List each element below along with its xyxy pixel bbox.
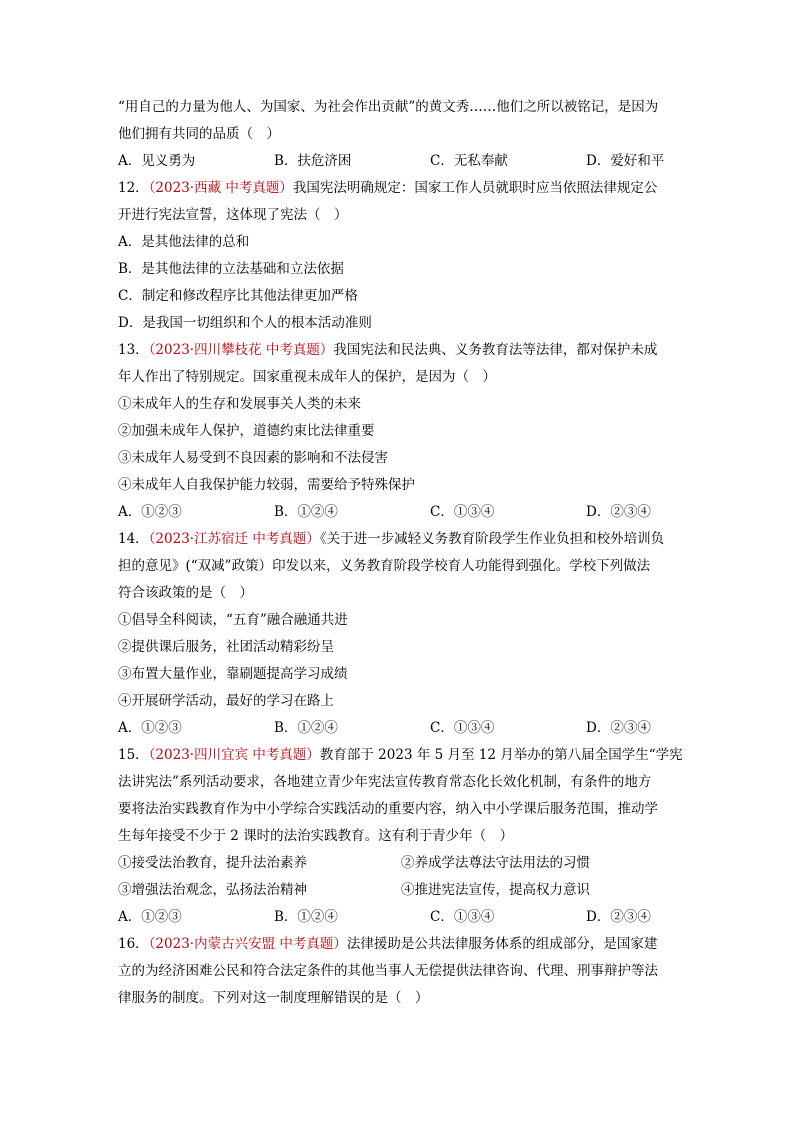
option-c: C．①③④ [430, 504, 495, 520]
q15-options [118, 904, 684, 931]
question-source: （2023·四川攀枝花 中考真题） [148, 342, 334, 358]
question-text: 我国宪法明确规定：国家工作人员就职时应当依照法律规定公 [292, 180, 658, 196]
option-b: B．①②④ [274, 909, 338, 925]
statement-item: ②提供课后服务，社团活动精彩纷呈 [118, 639, 334, 655]
q16-stem-line: 立的为经济困难公民和符合法定条件的其他当事人无偿提供法律咨询、代理、刑事辩护等法 [118, 963, 658, 979]
option-d: D．②③④ [586, 504, 651, 520]
question-text: 教育部于 2023 年 5 月至 12 月举办的第八届全国学生“学宪 [319, 747, 683, 763]
q11-options [118, 148, 684, 175]
q15-stem-line: 要将法治实践教育作为中小学综合实践活动的重要内容，纳入中小学课后服务范围，推动学 [118, 801, 658, 817]
question-number: 12． [118, 180, 149, 196]
question-number: 14． [118, 531, 149, 547]
statement-item: ②加强未成年人保护，道德约束比法律重要 [118, 423, 375, 439]
q15-stem-line: 生每年接受不少于 2 课时的法治实践教育。这有利于青少年（ ） [118, 828, 514, 844]
option-a: A．①②③ [118, 909, 182, 925]
q14-options [118, 715, 684, 742]
q15-stem-line [118, 742, 684, 769]
option-a: A．见义勇为 [118, 153, 196, 169]
option-c: C．无私奉献 [430, 153, 508, 169]
question-source: （2023·江苏宿迁 中考真题） [148, 531, 320, 547]
option-c: C．①③④ [430, 909, 495, 925]
q16-stem-line: 律服务的制度。下列对这一制度理解错误的是（ ） [118, 990, 429, 1006]
question-number: 13． [118, 342, 149, 358]
option-d: D．②③④ [586, 909, 651, 925]
question-number: 15． [118, 747, 149, 763]
question-source: （2023·四川宜宾 中考真题） [148, 747, 320, 763]
statement-item: ④推进宪法宣传，提高权力意识 [401, 882, 590, 898]
option-c: C．制定和修改程序比其他法律更加严格 [118, 288, 358, 304]
option-d: D．②③④ [586, 720, 651, 736]
question-text: 我国宪法和民法典、义务教育法等法律，都对保护未成 [333, 342, 658, 358]
q16-stem-line [118, 931, 684, 958]
option-b: B．是其他法律的立法基础和立法依据 [118, 261, 344, 277]
option-a: A．①②③ [118, 720, 182, 736]
question-source: （2023·西藏 中考真题） [148, 180, 293, 196]
q15-statements-row [118, 877, 684, 904]
q12-stem-line [118, 175, 684, 202]
statement-item: ④开展研学活动，最好的学习在路上 [118, 693, 334, 709]
option-d: D．是我国一切组织和个人的根本活动准则 [118, 315, 372, 331]
statement-item: ④未成年人自我保护能力较弱，需要给予特殊保护 [118, 477, 415, 493]
option-a: A．是其他法律的总和 [118, 234, 250, 250]
q11-stem-line: “用自己的力量为他人、为国家、为社会作出贡献”的黄文秀……他们之所以被铭记，是因为 [118, 99, 659, 115]
q15-stem-line: 法讲宪法”系列活动要求，各地建立青少年宪法宣传教育常态化长效化机制，有条件的地方 [118, 774, 652, 790]
q14-stem-line [118, 526, 684, 553]
statement-item: ①倡导全科阅读，“五育”融合融通共进 [118, 612, 348, 628]
exam-page [118, 94, 684, 1012]
statement-item: ③布置大量作业，靠刷题提高学习成绩 [118, 666, 348, 682]
option-c: C．①③④ [430, 720, 495, 736]
q11-stem-line: 他们拥有共同的品质（ ） [118, 126, 280, 142]
q13-options [118, 499, 684, 526]
question-number: 16． [118, 936, 149, 952]
question-text: 法律援助是公共法律服务体系的组成部分，是国家建 [346, 936, 658, 952]
option-b: B．扶危济困 [274, 153, 352, 169]
q14-stem-line: 担的意见》(“双减”政策）印发以来，义务教育阶段学校育人功能得到强化。学校下列做法 [118, 558, 651, 574]
question-source: （2023·内蒙古兴安盟 中考真题） [148, 936, 347, 952]
statement-item: ①未成年人的生存和发展事关人类的未来 [118, 396, 361, 412]
statement-item: ②养成学法尊法守法用法的习惯 [401, 855, 590, 871]
q13-stem-line [118, 337, 684, 364]
statement-item: ③未成年人易受到不良因素的影响和不法侵害 [118, 450, 388, 466]
option-d: D．爱好和平 [586, 153, 665, 169]
statement-item: ①接受法治教育，提升法治素养 [118, 855, 307, 871]
option-a: A．①②③ [118, 504, 182, 520]
question-text: 《关于进一步减轻义务教育阶段学生作业负担和校外培训负 [319, 531, 665, 547]
option-b: B．①②④ [274, 504, 338, 520]
q15-statements-row [118, 850, 684, 877]
q14-stem-line: 符合该政策的是（ ） [118, 585, 253, 601]
option-b: B．①②④ [274, 720, 338, 736]
q13-stem-line: 年人作出了特别规定。国家重视未成年人的保护，是因为（ ） [118, 369, 496, 385]
statement-item: ③增强法治观念，弘扬法治精神 [118, 882, 307, 898]
q12-stem-line: 开进行宪法宣誓，这体现了宪法（ ） [118, 207, 348, 223]
